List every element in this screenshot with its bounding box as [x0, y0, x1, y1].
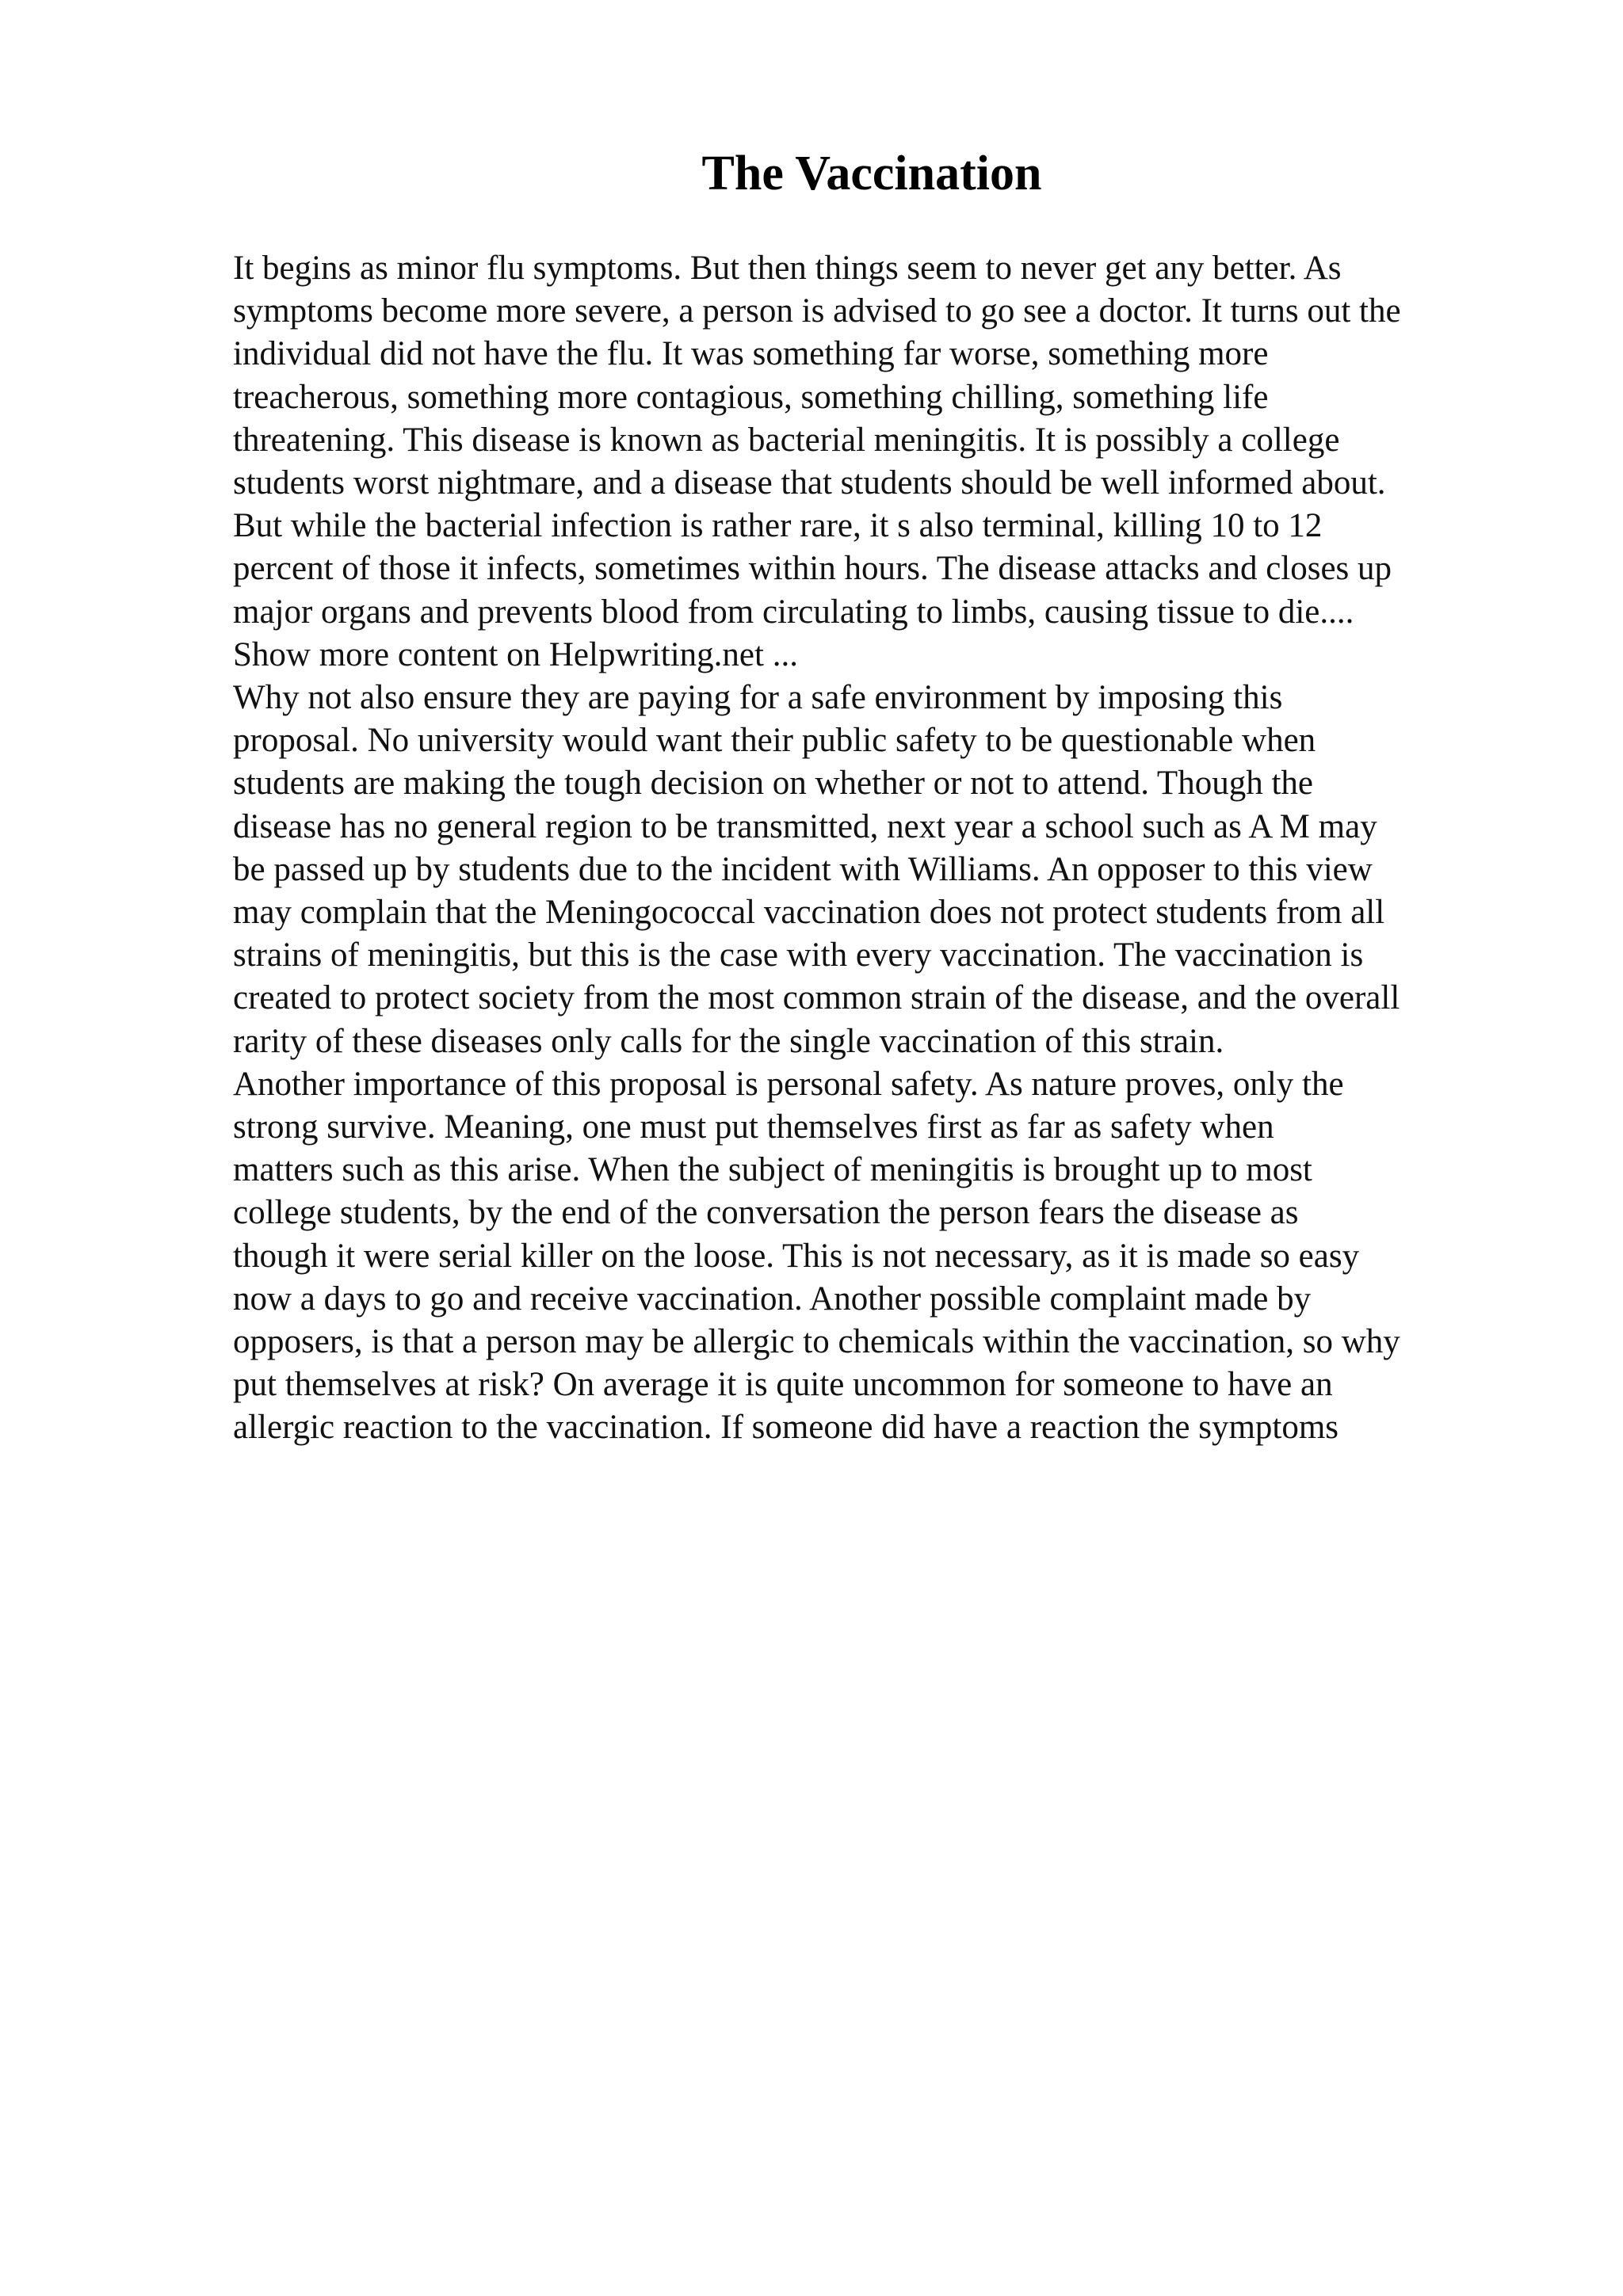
body-line: strains of meningitis, but this is the case with every vaccination. The vaccination is — [233, 936, 1364, 974]
body-line: major organs and prevents blood from circulating to limbs, causing tissue to die.... — [233, 593, 1354, 631]
document-title: The Vaccination — [701, 147, 1042, 200]
body-line: proposal. No university would want their public safety to be questionable when — [233, 722, 1316, 760]
body-line: college students, by the end of the conversation the person fears the disease as — [233, 1194, 1299, 1232]
body-line: students worst nightmare, and a disease that students should be well informed about. — [233, 464, 1386, 502]
body-line: put themselves at risk? On average it is quite uncommon for someone to have an — [233, 1366, 1333, 1404]
body-line: matters such as this arise. When the subject of meningitis is brought up to most — [233, 1151, 1312, 1189]
body-line: Show more content on Helpwriting.net ... — [233, 635, 798, 673]
body-line: created to protect society from the most common strain of the disease, and the overall — [233, 979, 1400, 1017]
body-line: allergic reaction to the vaccination. If someone did have a reaction the symptoms — [233, 1409, 1339, 1447]
body-line: percent of those it infects, sometimes within hours. The disease attacks and closes up — [233, 550, 1392, 588]
body-line: treacherous, something more contagious, something chilling, something life — [233, 378, 1269, 416]
body-line: opposers, is that a person may be allergic to chemicals within the vaccination, so why — [233, 1323, 1400, 1361]
body-line: individual did not have the flu. It was something far worse, something more — [233, 335, 1269, 373]
document-body — [233, 247, 1533, 1450]
body-line: threatening. This disease is known as bacterial meningitis. It is possibly a college — [233, 421, 1340, 459]
body-line: may complain that the Meningococcal vaccination does not protect students from all — [233, 894, 1385, 932]
body-line: Why not also ensure they are paying for a safe environment by imposing this — [233, 679, 1283, 717]
body-line: students are making the tough decision on whether or not to attend. Though the — [233, 765, 1313, 803]
body-line: symptoms become more severe, a person is advised to go see a doctor. It turns out the — [233, 292, 1401, 330]
body-line: now a days to go and receive vaccination. Another possible complaint made by — [233, 1280, 1312, 1318]
body-line: Another importance of this proposal is personal safety. As nature proves, only the — [233, 1065, 1344, 1103]
body-line: But while the bacterial infection is rather rare, it s also terminal, killing 10 to 12 — [233, 507, 1323, 545]
body-line: though it were serial killer on the loose. This is not necessary, as it is made so easy — [233, 1237, 1360, 1275]
body-line: disease has no general region to be transmitted, next year a school such as A M may — [233, 807, 1377, 845]
body-line: It begins as minor flu symptoms. But then things seem to never get any better. As — [233, 250, 1342, 287]
body-line: be passed up by students due to the incident with Williams. An opposer to this view — [233, 850, 1373, 888]
body-line: strong survive. Meaning, one must put themselves first as far as safety when — [233, 1108, 1274, 1146]
body-line: rarity of these diseases only calls for the single vaccination of this strain. — [233, 1022, 1224, 1060]
